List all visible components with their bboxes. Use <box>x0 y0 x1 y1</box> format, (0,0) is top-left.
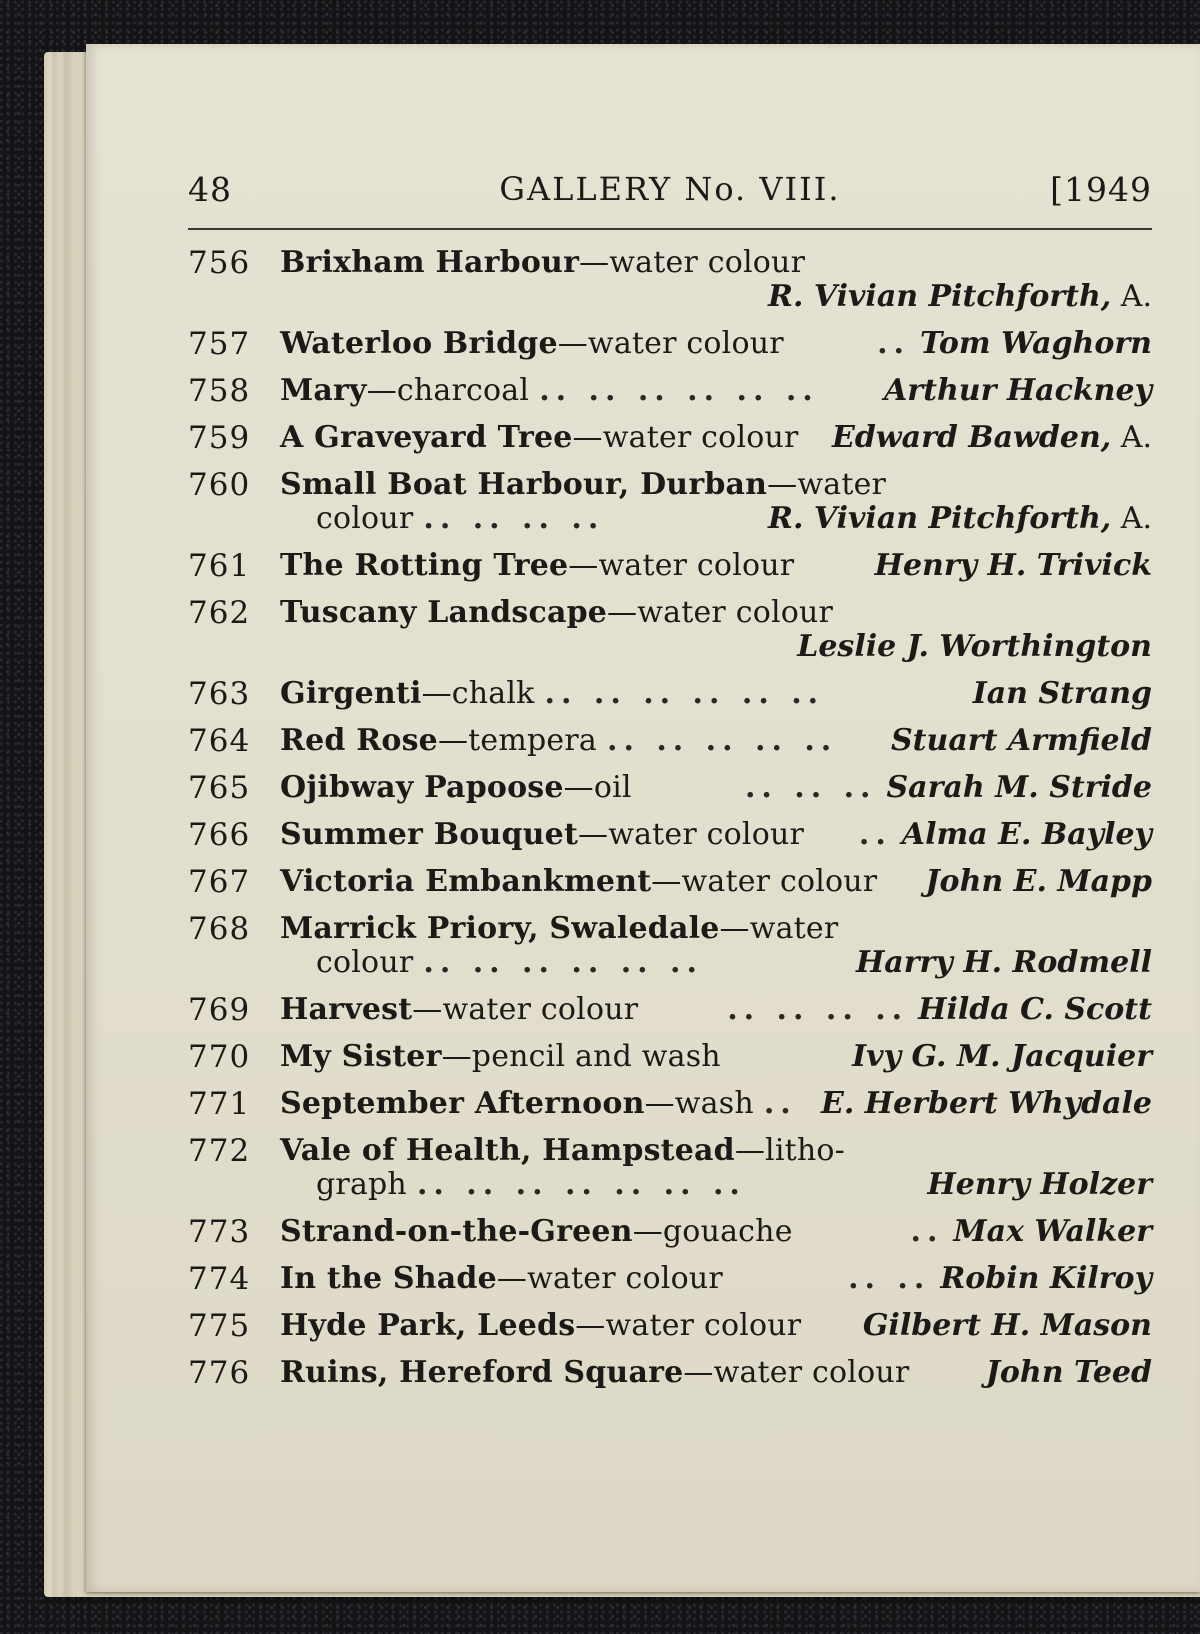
entry-medium: —gouache <box>632 1214 793 1249</box>
entry-artist: John Teed <box>985 1355 1152 1390</box>
dot-leader: .. .. .. .. .. .. <box>539 374 819 408</box>
dot-leader: .. .. .. .. .. .. <box>423 946 703 980</box>
catalogue-entry <box>188 1309 1152 1343</box>
entry-number: 776 <box>188 1355 251 1391</box>
entry-artist: Ivy G. M. Jacquier <box>852 1039 1152 1074</box>
entry-title: Brixham Harbour <box>280 245 580 280</box>
artist-honour: A. <box>1111 501 1152 536</box>
entry-artist: Robin Kilroy <box>940 1261 1152 1296</box>
dot-leader: .. .. .. .. .. .. <box>544 677 825 711</box>
catalogue-entry <box>188 818 1152 852</box>
catalogue-entry <box>188 677 1152 711</box>
entry-title: My Sister <box>280 1039 442 1074</box>
entry-medium: —oil <box>563 770 632 805</box>
entry-medium-continued: graph <box>316 1167 407 1202</box>
entry-title: Summer Bouquet <box>280 817 579 852</box>
entry-number: 765 <box>188 770 251 806</box>
catalogue-entry <box>188 468 1152 536</box>
entry-artist: Hilda C. Scott <box>918 992 1152 1027</box>
entry-medium: —water colour <box>412 992 639 1027</box>
entry-artist: Stuart Armfield <box>891 723 1152 758</box>
entry-number: 760 <box>188 467 251 503</box>
entry-medium-continued: colour <box>316 501 414 536</box>
catalogue-entry <box>188 771 1152 805</box>
entry-title: Ruins, Hereford Square <box>280 1355 684 1390</box>
entry-number: 757 <box>188 326 251 362</box>
catalogue-entry <box>188 327 1152 361</box>
entry-number: 762 <box>188 595 251 631</box>
entry-medium: —water colour <box>579 245 806 280</box>
catalogue-entry <box>188 549 1152 583</box>
entry-artist: Sarah M. Stride <box>886 770 1152 805</box>
entry-title: Hyde Park, Leeds <box>280 1308 576 1343</box>
dot-leader: .. <box>877 327 910 361</box>
entry-title: Tuscany Landscape <box>280 595 608 630</box>
entry-artist: Tom Waghorn <box>919 326 1152 361</box>
entry-medium: —wash <box>644 1086 754 1121</box>
catalogue-entry <box>188 1215 1152 1249</box>
entry-number: 769 <box>188 992 251 1028</box>
entry-title: The Rotting Tree <box>280 548 569 583</box>
entry-title: A Graveyard Tree <box>280 420 573 455</box>
artist-honour: A. <box>1111 420 1152 455</box>
entry-title: Girgenti <box>280 676 422 711</box>
entry-number: 768 <box>188 911 251 947</box>
dot-leader: .. .. .. .. <box>727 993 909 1027</box>
entry-artist: John E. Mapp <box>925 864 1152 899</box>
catalogue-entry <box>188 724 1152 758</box>
catalogue-entry <box>188 421 1152 455</box>
entry-number: 774 <box>188 1261 251 1297</box>
entry-title: Mary <box>280 373 367 408</box>
entry-number: 758 <box>188 373 251 409</box>
page-header <box>188 166 1152 222</box>
entry-title: Victoria Embankment <box>280 864 652 899</box>
entry-artist: Edward Bawden, A. <box>831 420 1152 455</box>
entry-number: 772 <box>188 1133 251 1169</box>
catalogue-entry <box>188 596 1152 664</box>
entry-medium: —water colour <box>496 1261 723 1296</box>
header-rule <box>188 228 1152 230</box>
dot-leader: .. <box>910 1215 944 1249</box>
entry-medium: —water colour <box>651 864 878 899</box>
entry-medium: —water colour <box>578 817 805 852</box>
entry-medium: —water colour <box>575 1308 802 1343</box>
dot-leader: .. <box>763 1087 797 1121</box>
entry-artist: R. Vivian Pitchforth, A. <box>768 501 1152 536</box>
dot-leader: .. <box>858 818 892 852</box>
entry-number: 767 <box>188 864 251 900</box>
artist-honour: A. <box>1111 279 1152 314</box>
entry-number: 775 <box>188 1308 251 1344</box>
entry-medium-continued: colour <box>316 945 414 980</box>
catalogue-entry <box>188 912 1152 980</box>
dot-leader: .. .. .. <box>744 771 877 805</box>
entry-artist: Ian Strang <box>972 676 1152 711</box>
dot-leader: .. .. <box>848 1262 931 1296</box>
entry-medium: —litho- <box>734 1133 845 1168</box>
entry-title: Small Boat Harbour, Durban <box>280 467 768 502</box>
entry-number: 761 <box>188 548 251 584</box>
entry-title: Marrick Priory, Swaledale <box>280 911 720 946</box>
entry-number: 759 <box>188 420 251 456</box>
dot-leader: .. .. .. .. .. .. .. <box>416 1168 746 1202</box>
page-number: 48 <box>188 170 232 209</box>
catalogue-entry <box>188 865 1152 899</box>
entry-artist: Leslie J. Worthington <box>797 629 1152 664</box>
dot-leader: .. .. .. .. <box>423 502 605 536</box>
entry-artist: E. Herbert Whydale <box>821 1086 1152 1121</box>
entry-medium: —pencil and wash <box>441 1039 721 1074</box>
entry-artist: Gilbert H. Mason <box>862 1308 1152 1343</box>
entry-title: Vale of Health, Hampstead <box>280 1133 735 1168</box>
entry-number: 766 <box>188 817 251 853</box>
entry-medium: —water <box>719 911 839 946</box>
entry-medium: —water colour <box>607 595 834 630</box>
catalogue-entry <box>188 1087 1152 1121</box>
catalogue-entry <box>188 1040 1152 1074</box>
entry-number: 756 <box>188 245 251 281</box>
entry-artist: Henry Holzer <box>927 1167 1152 1202</box>
entry-medium: —water colour <box>557 326 784 361</box>
entry-artist: Henry H. Trivick <box>874 548 1152 583</box>
entry-number: 771 <box>188 1086 251 1122</box>
catalogue-entry <box>188 1356 1152 1390</box>
entry-title: September Afternoon <box>280 1086 645 1121</box>
catalogue-entry <box>188 1134 1152 1202</box>
entry-number: 763 <box>188 676 251 712</box>
running-title: GALLERY No. VIII. <box>499 170 841 208</box>
catalogue-entry <box>188 246 1152 314</box>
catalogue-entry <box>188 374 1152 408</box>
entry-artist: Arthur Hackney <box>884 373 1152 408</box>
entry-number: 770 <box>188 1039 251 1075</box>
entry-medium: —charcoal <box>366 373 530 408</box>
entry-medium: —water colour <box>683 1355 910 1390</box>
year: [1949 <box>1050 170 1152 209</box>
entry-number: 773 <box>188 1214 251 1250</box>
entry-artist: Alma E. Bayley <box>901 817 1152 852</box>
entry-artist: Harry H. Rodmell <box>855 945 1152 980</box>
entry-title: Harvest <box>280 992 413 1027</box>
entry-title: Red Rose <box>280 723 438 758</box>
catalogue-entry <box>188 1262 1152 1296</box>
catalogue-list <box>188 246 1152 1403</box>
entry-medium: —chalk <box>421 676 535 711</box>
dot-leader: .. .. .. .. .. <box>607 724 838 758</box>
entry-medium: —tempera <box>437 723 598 758</box>
entry-medium: —water colour <box>568 548 795 583</box>
entry-title: Ojibway Papoose <box>280 770 564 805</box>
entry-title: Waterloo Bridge <box>280 326 558 361</box>
entry-title: Strand-on-the-Green <box>280 1214 633 1249</box>
entry-medium: —water <box>767 467 887 502</box>
entry-medium: —water colour <box>572 420 799 455</box>
catalogue-entry <box>188 993 1152 1027</box>
entry-number: 764 <box>188 723 251 759</box>
entry-artist: R. Vivian Pitchforth, A. <box>768 279 1152 314</box>
entry-title: In the Shade <box>280 1261 497 1296</box>
entry-artist: Max Walker <box>953 1214 1152 1249</box>
